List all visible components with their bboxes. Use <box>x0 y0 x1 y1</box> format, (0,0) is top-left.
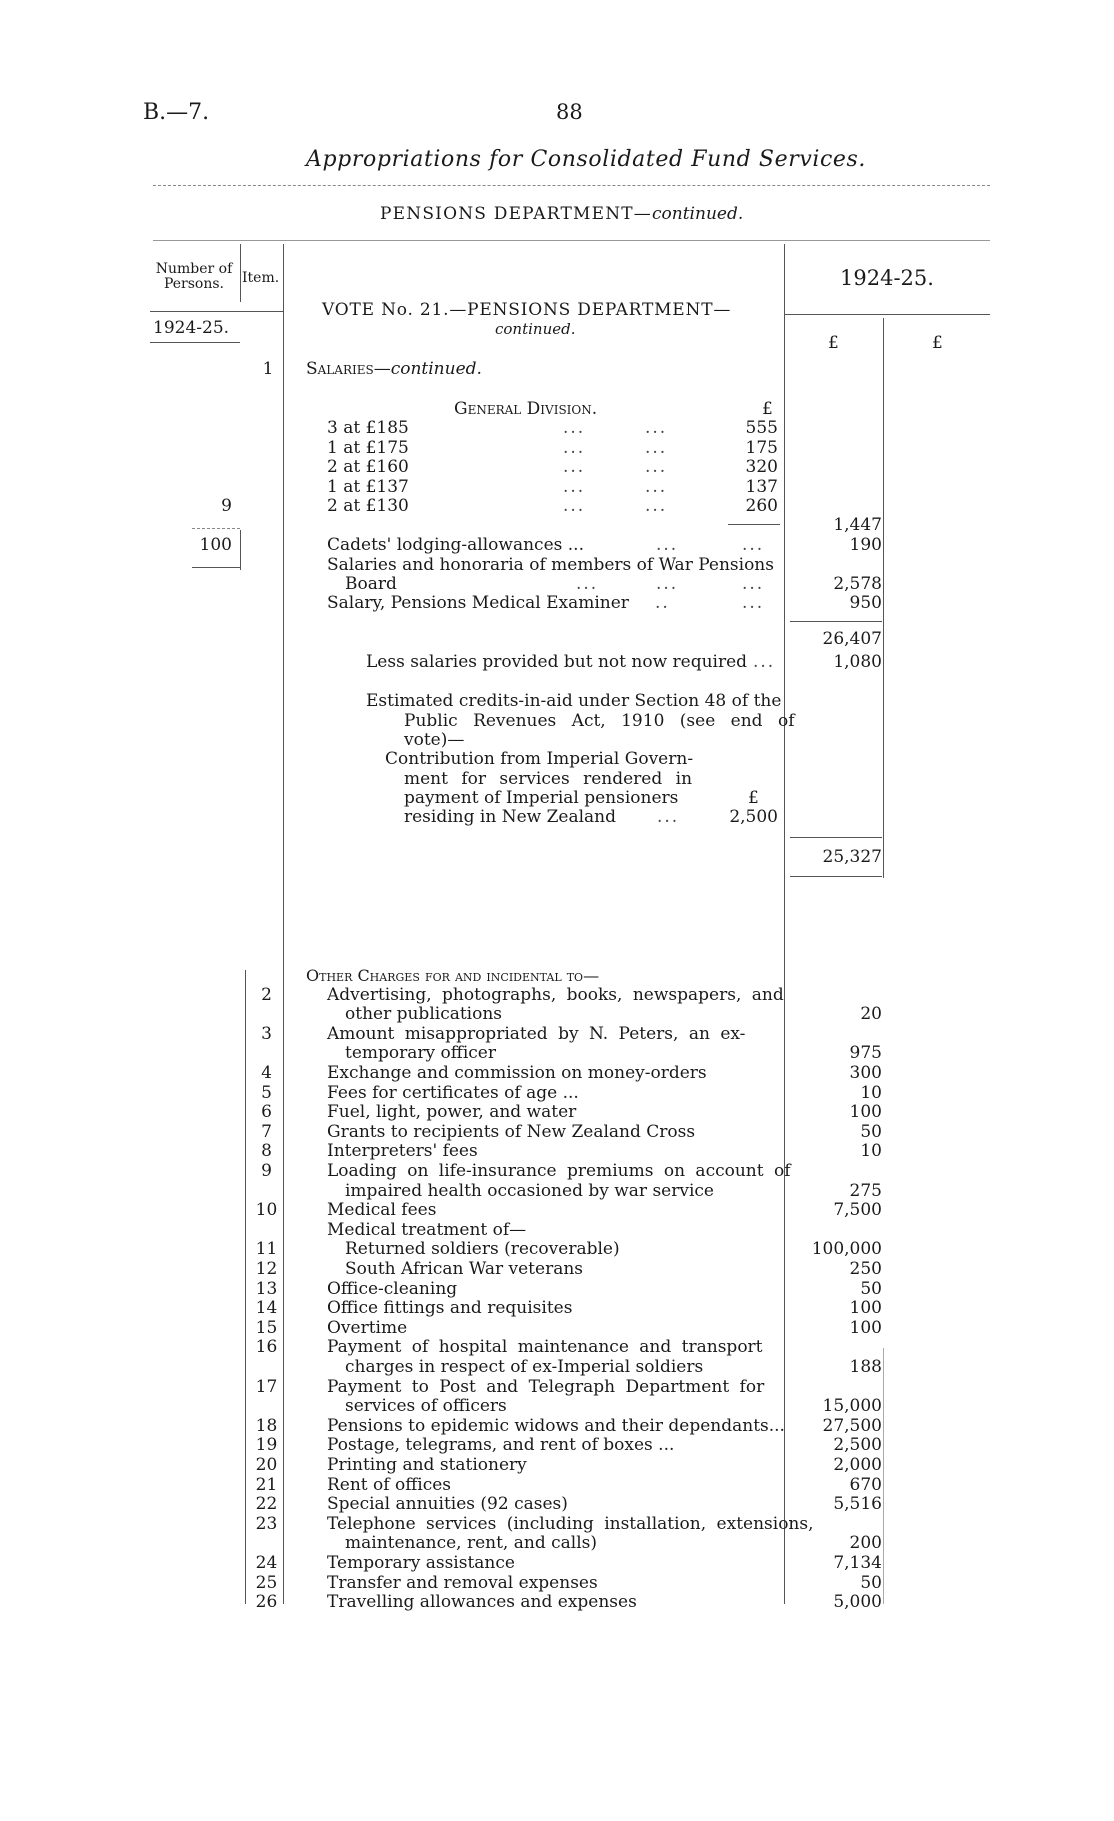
grade-amount: 320 <box>745 457 778 477</box>
persons-general-division: 9 <box>221 496 232 516</box>
persons-general-rule <box>192 528 240 529</box>
document-ref: B.—7. <box>143 100 210 125</box>
contribution-amount: 2,500 <box>729 807 778 827</box>
rule-persons-item <box>240 244 241 302</box>
charge-amount: 7,134 <box>833 1552 882 1573</box>
salaries-continued: continued. <box>390 359 482 379</box>
charge-amount: 100 <box>849 1317 882 1338</box>
rule-text-amount <box>784 244 785 1604</box>
general-division-pound: £ <box>762 399 773 419</box>
year-header-rule <box>784 314 990 315</box>
charge-description: impaired health occasioned by war service <box>345 1180 714 1201</box>
charge-amount: 50 <box>860 1121 882 1142</box>
grade-label: 2 at £130 <box>327 496 409 516</box>
rule-amount-total-lower <box>883 1348 884 1604</box>
department-name: PENSIONS DEPARTMENT— <box>380 204 653 224</box>
charge-description: Grants to recipients of New Zealand Cross <box>327 1121 696 1142</box>
charge-amount: 300 <box>849 1062 882 1083</box>
less-salaries-label: Less salaries provided but not now required <box>366 652 748 672</box>
grade-row: 3 at £185 ... ... 555 <box>327 418 778 438</box>
charge-amount: 250 <box>849 1258 882 1279</box>
charge-description: Printing and stationery <box>327 1454 527 1475</box>
persons-year-rule <box>150 342 240 343</box>
charge-item-number: 19 <box>255 1435 278 1456</box>
charge-item-number: 24 <box>255 1552 278 1573</box>
charge-amount: 50 <box>860 1572 882 1593</box>
charge-description: temporary officer <box>345 1043 496 1064</box>
charge-item-number: 22 <box>255 1494 278 1515</box>
persons-year-header: 1924-25. <box>153 318 230 338</box>
charge-amount: 27,500 <box>822 1415 882 1436</box>
charge-item-number: 26 <box>255 1592 278 1613</box>
salary-line-amount: 950 <box>849 593 882 613</box>
charge-item-number: 21 <box>255 1474 278 1495</box>
persons-total: 100 <box>199 535 232 555</box>
charge-item-number: 3 <box>261 1023 272 1044</box>
contribution-pound: £ <box>748 788 759 808</box>
charge-amount: 10 <box>860 1082 882 1103</box>
charge-description: Loading on life-insurance premiums on account of <box>327 1160 791 1181</box>
charge-description: Fuel, light, power, and water <box>327 1102 577 1123</box>
charge-description: other publications <box>345 1004 503 1025</box>
charge-item-number: 11 <box>255 1239 278 1260</box>
persons-total-rule <box>192 567 240 568</box>
grade-row: 2 at £160 ... ... 320 <box>327 457 778 477</box>
charge-item-number: 13 <box>255 1278 278 1299</box>
grade-label: 3 at £185 <box>327 418 409 438</box>
charge-item-number: 2 <box>261 984 272 1005</box>
charge-description: South African War veterans <box>345 1258 584 1279</box>
item-column-header: Item. <box>242 270 280 286</box>
charge-item-number: 25 <box>255 1572 278 1593</box>
salary-line: Salaries and honoraria of members of War Pensions <box>327 555 774 575</box>
contribution-line: ment for services rendered in <box>404 769 693 789</box>
net-total-bottom-rule <box>790 876 882 877</box>
charge-amount: 7,500 <box>833 1200 882 1221</box>
page-number: 88 <box>556 100 583 124</box>
charge-amount: 275 <box>849 1180 882 1201</box>
grade-label: 1 at £175 <box>327 438 409 458</box>
pound-column-header: £ <box>828 333 839 353</box>
charge-description: Temporary assistance <box>327 1552 515 1573</box>
charge-item-number: 9 <box>261 1160 272 1181</box>
grade-amount: 175 <box>745 438 778 458</box>
charge-amount: 10 <box>860 1141 882 1162</box>
grade-row: 1 at £175 ... ... 175 <box>327 438 778 458</box>
vote-title: VOTE No. 21.—PENSIONS DEPARTMENT— <box>322 300 732 320</box>
number-of-persons-header: Number of Persons. <box>155 261 233 292</box>
salaries-label: Salaries— <box>306 359 391 379</box>
charge-description: Returned soldiers (recoverable) <box>345 1239 620 1260</box>
rule-item-left-lower <box>245 970 246 1604</box>
charge-amount: 50 <box>860 1278 882 1299</box>
charge-description: charges in respect of ex-Imperial soldiers <box>345 1356 704 1377</box>
salary-line-amount: 2,578 <box>833 574 882 594</box>
credits-in-aid-line: vote)— <box>404 730 465 750</box>
charge-item-number: 17 <box>255 1376 278 1397</box>
charge-amount: 100,000 <box>811 1239 882 1260</box>
charge-description: Special annuities (92 cases) <box>327 1494 568 1515</box>
charge-item-number: 18 <box>255 1415 278 1436</box>
page-title: Appropriations for Consolidated Fund Services. <box>306 147 867 172</box>
charge-description: Interpreters' fees <box>327 1141 478 1162</box>
other-charges-heading: Other Charges for and incidental to— <box>306 966 600 985</box>
charge-description: Payment of hospital maintenance and transport <box>327 1337 763 1358</box>
contribution-line: residing in New Zealand <box>404 807 616 827</box>
charge-amount: 670 <box>849 1474 882 1495</box>
general-division-heading: General Division. <box>454 399 598 419</box>
charge-description: Fees for certificates of age ... <box>327 1082 579 1103</box>
charge-description: Office fittings and requisites <box>327 1298 573 1319</box>
charge-description: Advertising, photographs, books, newspapers, and <box>327 984 784 1005</box>
charge-item-number: 7 <box>261 1121 272 1142</box>
credits-in-aid-line: Estimated credits-in-aid under Section 48 of the <box>366 691 782 711</box>
charge-amount: 975 <box>849 1043 882 1064</box>
charge-amount: 2,000 <box>833 1454 882 1475</box>
contribution-line: payment of Imperial pensioners <box>404 788 679 808</box>
salary-line: Cadets' lodging-allowances ... <box>327 535 584 555</box>
contribution-line: Contribution from Imperial Govern- <box>385 749 694 769</box>
charge-description: maintenance, rent, and calls) <box>345 1533 597 1554</box>
charge-amount: 188 <box>849 1356 882 1377</box>
charge-item-number: 15 <box>255 1317 278 1338</box>
charge-amount: 5,000 <box>833 1592 882 1613</box>
charge-description: Office-cleaning <box>327 1278 458 1299</box>
charge-item-number: 12 <box>255 1258 278 1279</box>
salary-line: Salary, Pensions Medical Examiner <box>327 593 629 613</box>
rule-persons-item-lower <box>240 530 241 570</box>
subtotal-rule <box>790 621 882 622</box>
grade-amount: 555 <box>745 418 778 438</box>
rule-amount-total <box>883 318 884 878</box>
charge-amount: 100 <box>849 1102 882 1123</box>
grade-amount: 260 <box>745 496 778 516</box>
credits-in-aid-line: Public Revenues Act, 1910 (see end of <box>404 711 795 731</box>
item-header-rule <box>240 311 283 312</box>
charge-amount: 2,500 <box>833 1435 882 1456</box>
charge-description: Pensions to epidemic widows and their dependants... <box>327 1415 785 1436</box>
charge-description: Postage, telegrams, and rent of boxes ... <box>327 1435 675 1456</box>
grade-row: 1 at £137 ... ... 137 <box>327 477 778 497</box>
charge-description: Overtime <box>327 1317 408 1338</box>
grade-amount: 137 <box>745 477 778 497</box>
department-heading <box>380 204 743 224</box>
charge-item-number: 14 <box>255 1298 278 1319</box>
charge-item-number: 5 <box>261 1082 272 1103</box>
charge-item-number: 16 <box>255 1337 278 1358</box>
charge-description: Payment to Post and Telegraph Department for <box>327 1376 765 1397</box>
amount-year-header: 1924-25. <box>840 266 934 290</box>
grades-total-rule <box>728 524 780 525</box>
charge-description: Exchange and commission on money-orders <box>327 1062 707 1083</box>
salaries-item-number: 1 <box>262 359 274 379</box>
grade-label: 2 at £160 <box>327 457 409 477</box>
charge-description: Rent of offices <box>327 1474 452 1495</box>
charge-amount: 20 <box>860 1004 882 1025</box>
title-rule <box>153 185 990 186</box>
grade-label: 1 at £137 <box>327 477 409 497</box>
charge-description: Telephone services (including installation, extensions, <box>327 1513 814 1534</box>
salaries-net-total: 25,327 <box>822 847 882 867</box>
charge-description: Medical fees <box>327 1200 437 1221</box>
department-continued: continued. <box>652 204 744 224</box>
net-total-top-rule <box>790 837 882 838</box>
table-top-rule <box>153 240 990 241</box>
salary-line: Board <box>345 574 397 594</box>
charge-item-number: 23 <box>255 1513 278 1534</box>
salaries-heading <box>306 360 482 380</box>
charge-amount: 200 <box>849 1533 882 1554</box>
charge-item-number: 8 <box>261 1141 272 1162</box>
charge-item-number: 6 <box>261 1102 272 1123</box>
salary-line-amount: 190 <box>849 535 882 555</box>
charge-item-number: 20 <box>255 1454 278 1475</box>
charge-amount: 100 <box>849 1298 882 1319</box>
pound-total-header: £ <box>932 333 943 353</box>
charge-description: Travelling allowances and expenses <box>327 1592 637 1613</box>
rule-item-text <box>283 244 284 1604</box>
grade-row: 2 at £130 ... ... 260 <box>327 496 778 516</box>
salaries-subtotal: 26,407 <box>822 629 882 649</box>
charge-description: Amount misappropriated by N. Peters, an ex- <box>327 1023 746 1044</box>
vote-title-continued: continued. <box>495 320 576 338</box>
charge-item-number: 4 <box>261 1062 272 1083</box>
charge-description: Medical treatment of— <box>327 1219 527 1240</box>
persons-header-rule <box>150 311 240 312</box>
charge-item-number: 10 <box>255 1200 278 1221</box>
general-division-total: 1,447 <box>833 515 882 535</box>
charge-description: services of officers <box>345 1396 507 1417</box>
charge-amount: 5,516 <box>833 1494 882 1515</box>
less-salaries-amount: 1,080 <box>833 652 882 672</box>
charge-amount: 15,000 <box>822 1396 882 1417</box>
charge-description: Transfer and removal expenses <box>327 1572 598 1593</box>
